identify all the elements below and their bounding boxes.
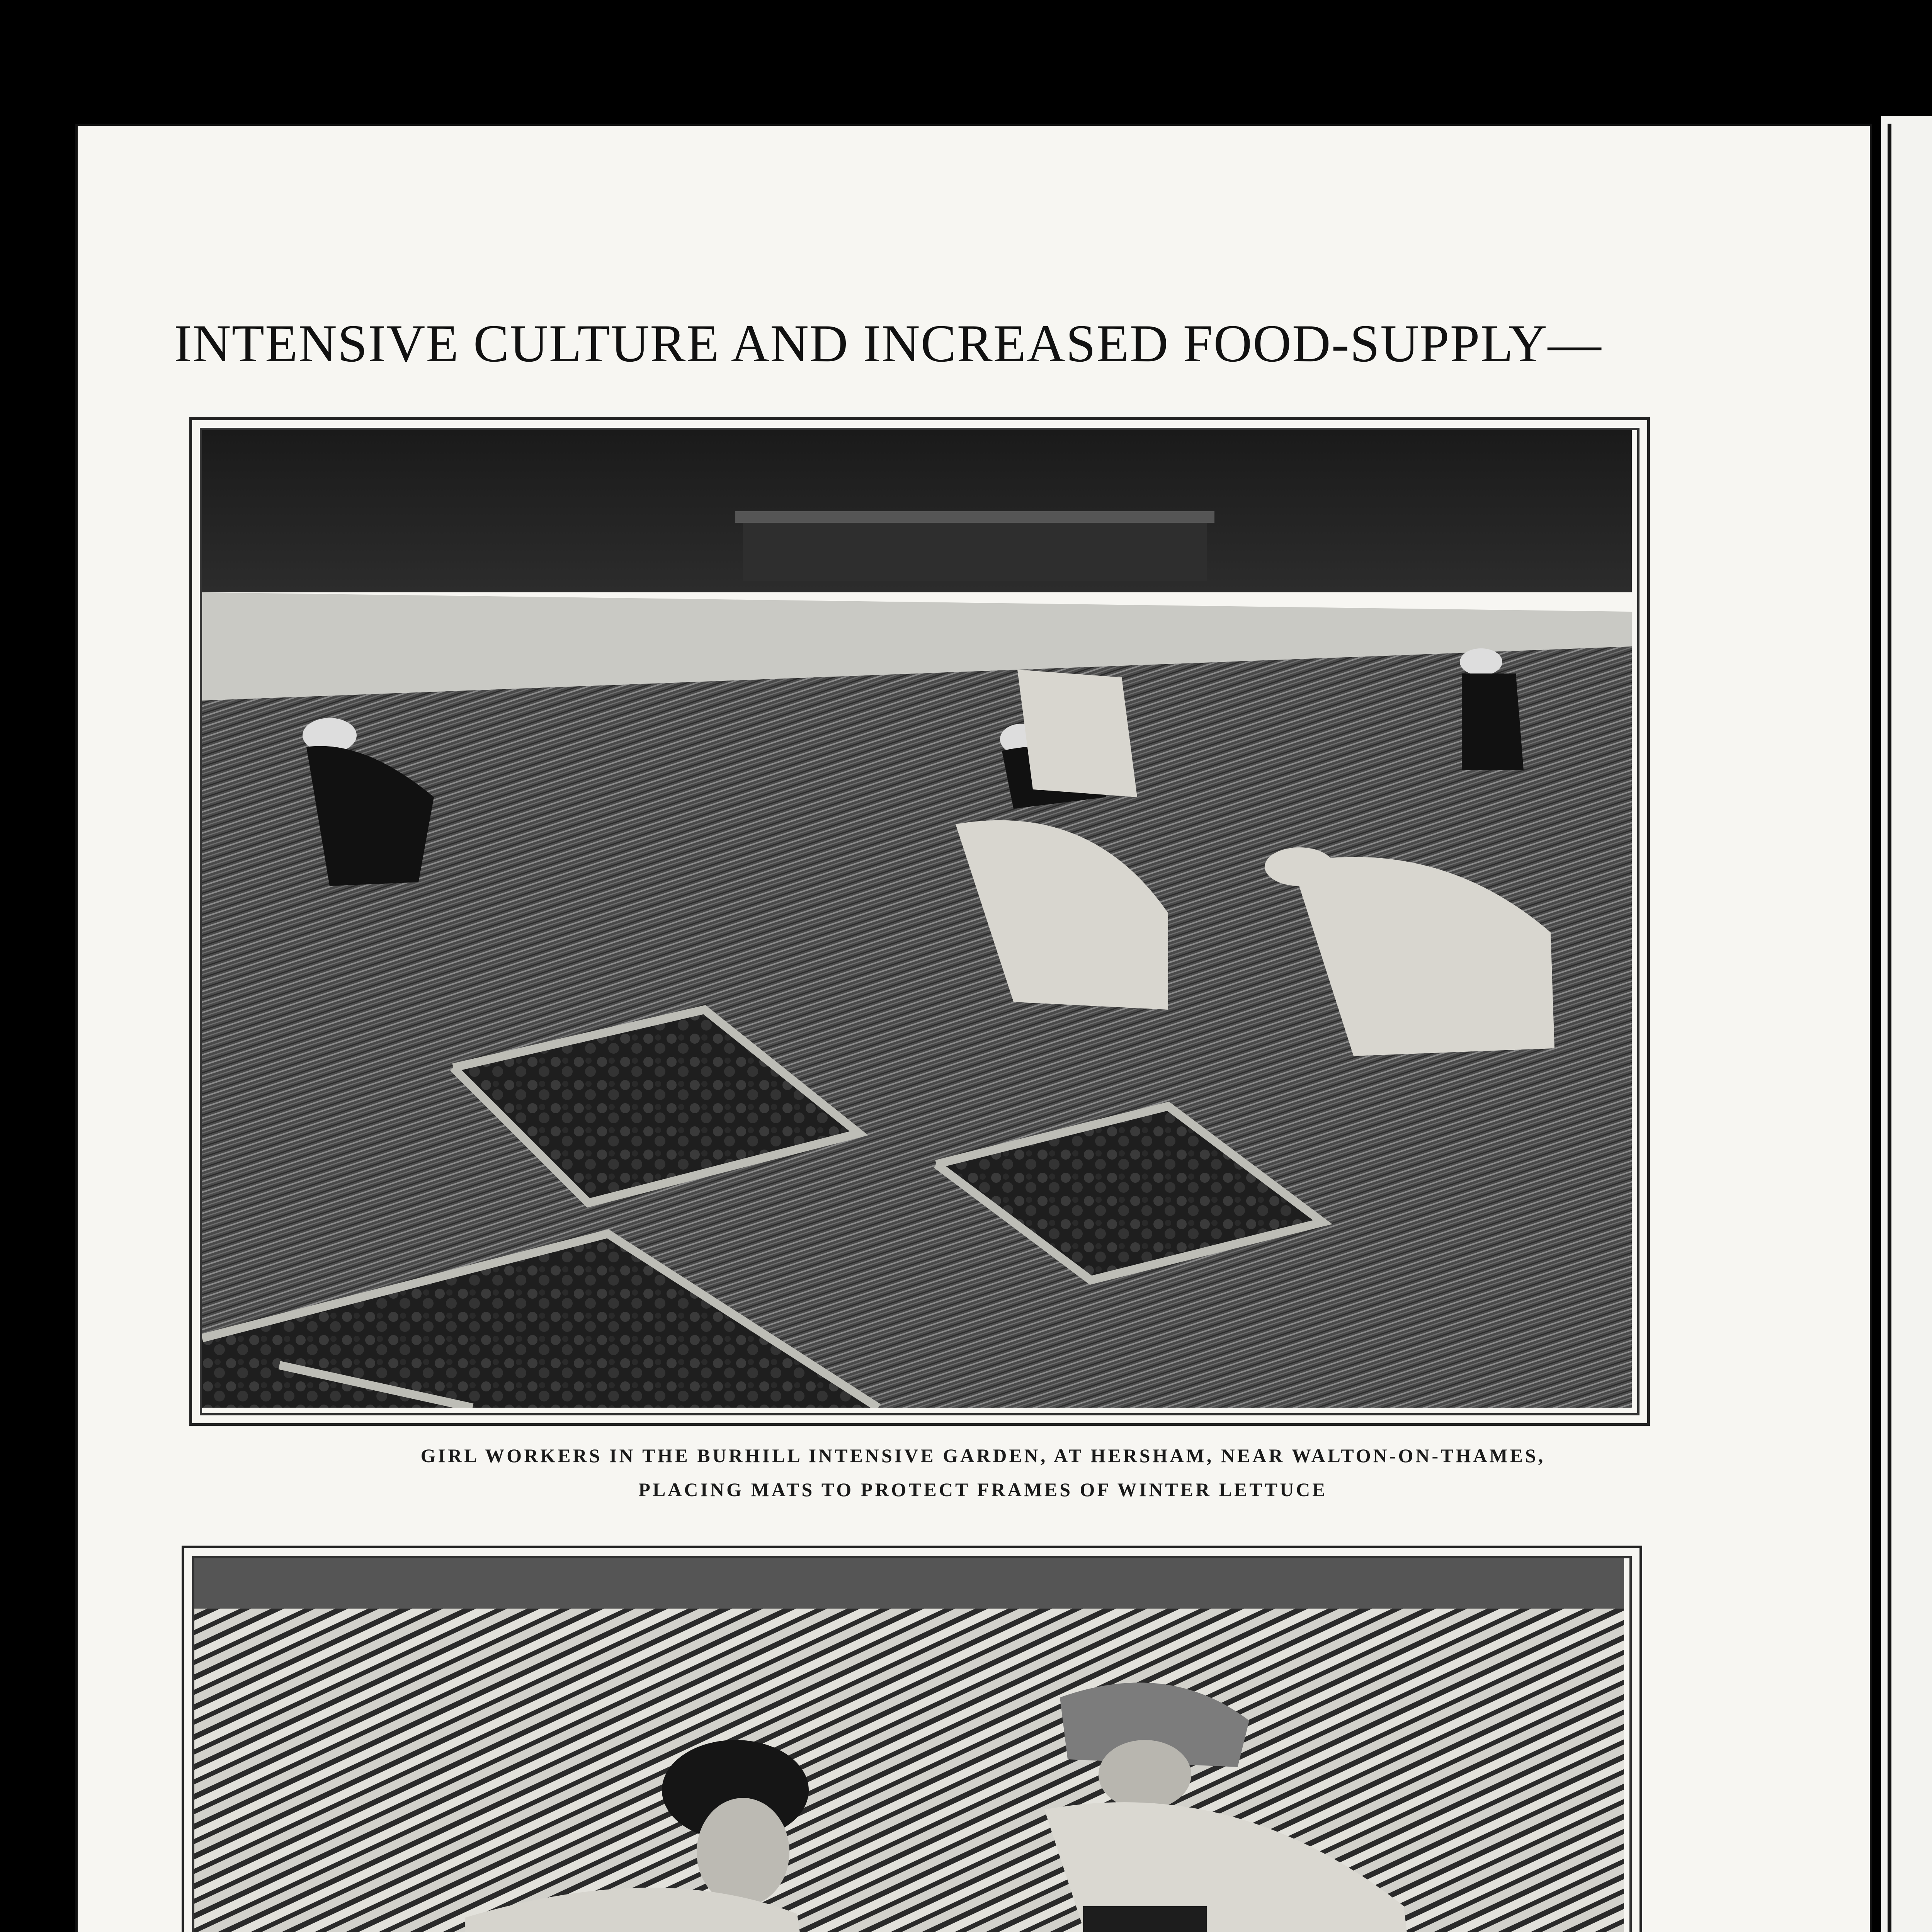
photo1-caption-line2: PLACING MATS TO PROTECT FRAMES OF WINTER LETTUCE — [638, 1479, 1328, 1500]
photo-frame-lettuce-packing — [182, 1546, 1642, 1932]
adjacent-page-border — [1888, 124, 1891, 1932]
photo1-caption-line1: GIRL WORKERS IN THE BURHILL INTENSIVE GARDEN, AT HERSHAM, NEAR WALTON-ON-THAMES, — [420, 1445, 1546, 1466]
page-title: INTENSIVE CULTURE AND INCREASED FOOD-SUPPLY— — [174, 314, 1602, 373]
photo-frame-garden-mats — [189, 417, 1650, 1426]
photo-lettuce-packing — [192, 1556, 1632, 1932]
photo-garden-mats — [200, 428, 1639, 1415]
